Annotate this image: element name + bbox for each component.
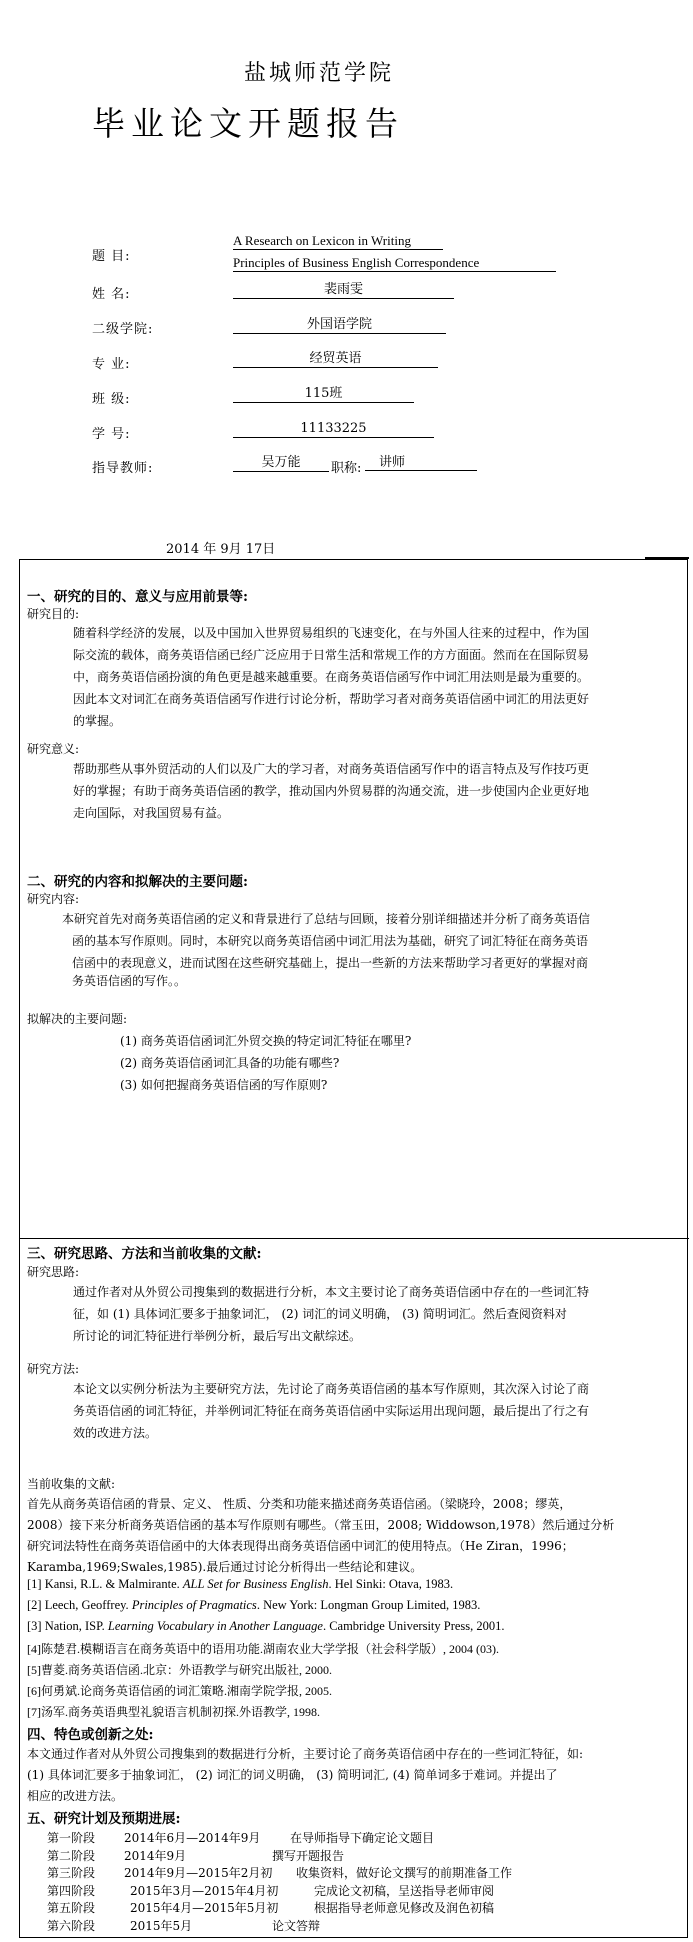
content-line: 本研究首先对商务英语信函的定义和背景进行了总结与回顾，接着分别详细描述并分析了商务英语信 xyxy=(62,912,591,926)
advisor-value: 吴万能 xyxy=(233,455,329,472)
reference-text: [1] Kansi, R.L. & Malmirante. xyxy=(27,1577,183,1591)
rank-label: 职称: xyxy=(331,461,362,476)
idea-line: 征，如 (1) 具体词汇要多于抽象词汇， (2) 词汇的词义明确， (3) 简明词汇。然后查阅资料对 xyxy=(73,1307,567,1321)
plan-period: 2014年9月 xyxy=(124,1848,187,1863)
plan-task: 完成论文初稿，呈送指导老师审阅 xyxy=(314,1883,495,1898)
reference-text: [5]曹菱.商务英语信函.北京：外语教学与研究出版社, 2000. xyxy=(27,1663,332,1677)
method-line: 务英语信函的词汇特征，并举例词汇特征在商务英语信函中实际运用出现问题，最后提出了行之有 xyxy=(73,1404,590,1418)
content-label: 研究内容: xyxy=(27,892,80,906)
reference-item xyxy=(27,1598,480,1613)
reference-text: . Hel Sinki: Otava, 1983. xyxy=(328,1577,454,1591)
innovation-line: 本文通过作者对从外贸公司搜集到的数据进行分析，主要讨论了商务英语信函中存在的一些词汇特征，如: xyxy=(27,1747,584,1761)
problem-item: (2) 商务英语信函词汇具备的功能有哪些? xyxy=(120,1056,340,1070)
idea-label: 研究思路: xyxy=(27,1265,80,1279)
student-id-value: 11133225 xyxy=(233,421,434,438)
section3-heading: 三、研究思路、方法和当前收集的文献: xyxy=(27,1246,262,1262)
reference-item xyxy=(27,1577,453,1592)
reference-item xyxy=(27,1619,505,1634)
student-id-label: 学 号: xyxy=(92,427,131,442)
college-label: 二级学院: xyxy=(92,322,154,337)
reference-item xyxy=(27,1703,320,1720)
plan-stage: 第三阶段 xyxy=(47,1866,96,1880)
significance-line: 走向国际，对我国贸易有益。 xyxy=(73,806,230,820)
major-label: 专 业: xyxy=(92,357,131,372)
major-value: 经贸英语 xyxy=(233,351,438,368)
method-line: 本论文以实例分析法为主要研究方法，先讨论了商务英语信函的基本写作原则，其次深入讨论了商 xyxy=(73,1382,590,1396)
table-top-edge xyxy=(645,557,689,559)
innovation-line: (1) 具体词汇要多于抽象词汇， (2) 词汇的词义明确， (3) 简明词汇, (4) 简单词多于难词。并提出了 xyxy=(27,1768,558,1782)
plan-stage: 第一阶段 xyxy=(47,1831,96,1845)
reference-text: [2] Leech, Geoffrey. xyxy=(27,1598,132,1612)
reference-text: . Cambridge University Press, 2001. xyxy=(322,1619,505,1633)
plan-stage: 第五阶段 xyxy=(47,1901,96,1915)
plan-task: 收集资料，做好论文撰写的前期准备工作 xyxy=(296,1866,513,1880)
plan-stage: 第二阶段 xyxy=(47,1848,96,1863)
purpose-line: 际交流的载体，商务英语信函已经广泛应用于日常生活和常规工作的方方面面。然而在在国际贸易 xyxy=(73,648,590,662)
purpose-line: 因此本文对词汇在商务英语信函写作进行讨论分析，帮助学习者对商务英语信函中词汇的用法更好 xyxy=(73,692,590,706)
plan-period: 2015年3月—2015年4月初 xyxy=(130,1883,279,1898)
topic-line-1: A Research on Lexicon in Writing xyxy=(233,233,443,250)
reference-item xyxy=(27,1640,499,1657)
name-label: 姓 名: xyxy=(92,287,131,302)
content-line: 函的基本写作原则。同时，本研究以商务英语信函中词汇用法为基础，研究了词汇特征在商务英语 xyxy=(72,934,589,948)
reference-text: [7]汤军.商务英语典型礼貌语言机制初探.外语教学, 1998. xyxy=(27,1705,320,1719)
section2-heading: 二、研究的内容和拟解决的主要问题: xyxy=(27,874,248,890)
plan-task: 撰写开题报告 xyxy=(272,1848,345,1863)
literature-label: 当前收集的文献: xyxy=(27,1477,116,1491)
literature-line: 研究词法特性在商务英语信函中的大体表现得出商务英语信函中词汇的使用特点。（He Ziran，1996； xyxy=(27,1539,574,1553)
reference-title: ALL Set for Business English xyxy=(182,1577,329,1591)
significance-line: 好的掌握；有助于商务英语信函的教学，推动国内外贸易群的沟通交流，进一步使国内企业更好地 xyxy=(73,784,590,798)
plan-period: 2015年5月 xyxy=(130,1918,193,1933)
table-divider xyxy=(19,1238,689,1239)
idea-line: 通过作者对从外贸公司搜集到的数据进行分析，本文主要讨论了商务英语信函中存在的一些词汇特 xyxy=(73,1285,590,1299)
literature-line: 2008）接下来分析商务英语信函的基本写作原则有哪些。（常玉田，2008; Widdowson,1978）然后通过分析 xyxy=(27,1518,615,1532)
reference-text: [3] Nation, ISP. xyxy=(27,1619,108,1633)
rank-value: 讲师 xyxy=(365,455,477,471)
plan-task: 根据指导老师意见修改及润色初稿 xyxy=(314,1901,495,1915)
literature-line: 首先从商务英语信函的背景、定义、 性质、分类和功能来描述商务英语信函。（梁晓玲，2008；缪英， xyxy=(27,1497,572,1511)
method-label: 研究方法: xyxy=(27,1362,80,1376)
plan-period: 2014年9月—2015年2月初 xyxy=(124,1866,273,1880)
reference-item xyxy=(27,1661,332,1678)
problems-label: 拟解决的主要问题: xyxy=(27,1012,128,1026)
plan-stage: 第四阶段 xyxy=(47,1883,96,1898)
name-value: 裴雨雯 xyxy=(233,282,454,299)
literature-line: Karamba,1969;Swales,1985).最后通过讨论分析得出一些结论和建议。 xyxy=(27,1560,423,1574)
significance-line: 帮助那些从事外贸活动的人们以及广大的学习者，对商务英语信函写作中的语言特点及写作技巧更 xyxy=(73,762,590,776)
purpose-line: 中，商务英语信函扮演的角色更是越来越重要。在商务英语信函写作中词汇用法则是最为重要的。 xyxy=(73,670,590,684)
report-date: 2014 年 9月 17日 xyxy=(166,542,276,557)
significance-label: 研究意义: xyxy=(27,742,80,756)
topic-line-2: Principles of Business English Correspondence xyxy=(233,255,556,272)
section1-heading: 一、研究的目的、意义与应用前景等: xyxy=(27,589,248,605)
problem-item: (3) 如何把握商务英语信函的写作原则? xyxy=(120,1078,328,1092)
page-title: 毕业论文开题报告 xyxy=(92,104,404,143)
innovation-line: 相应的改进方法。 xyxy=(27,1789,124,1803)
college-value: 外国语学院 xyxy=(233,317,446,334)
reference-title: Principles of Pragmatics xyxy=(131,1598,257,1612)
reference-title: Learning Vocabulary in Another Language xyxy=(107,1619,323,1633)
plan-period: 2014年6月—2014年9月 xyxy=(124,1831,261,1845)
purpose-line: 的掌握。 xyxy=(73,714,122,728)
purpose-line: 随着科学经济的发展，以及中国加入世界贸易组织的飞速变化，在与外国人往来的过程中，作为国 xyxy=(73,626,590,640)
class-value: 115班 xyxy=(233,386,414,403)
reference-text: . New York: Longman Group Limited, 1983. xyxy=(256,1598,481,1612)
plan-task: 在导师指导下确定论文题目 xyxy=(290,1831,435,1845)
reference-item xyxy=(27,1682,332,1699)
plan-stage: 第六阶段 xyxy=(47,1918,96,1933)
reference-text: [6]何勇斌.论商务英语信函的词汇策略.湘南学院学报, 2005. xyxy=(27,1684,332,1698)
method-line: 效的改进方法。 xyxy=(73,1426,158,1440)
topic-label: 题 目: xyxy=(92,249,131,264)
purpose-label: 研究目的: xyxy=(27,607,80,621)
advisor-label: 指导教师: xyxy=(92,461,154,476)
content-line: 务英语信函的写作。。 xyxy=(72,974,187,988)
idea-line: 所讨论的词汇特征进行举例分析，最后写出文献综述。 xyxy=(73,1329,362,1343)
school-name: 盐城师范学院 xyxy=(244,61,395,86)
section5-heading: 五、研究计划及预期进展: xyxy=(27,1811,181,1827)
plan-task: 论文答辩 xyxy=(272,1918,321,1933)
section4-heading: 四、特色或创新之处: xyxy=(27,1727,154,1743)
plan-period: 2015年4月—2015年5月初 xyxy=(130,1901,279,1915)
problem-item: (1) 商务英语信函词汇外贸交换的特定词汇特征在哪里? xyxy=(120,1034,412,1048)
class-label: 班 级: xyxy=(92,392,131,407)
reference-text: [4]陈楚君.模糊语言在商务英语中的语用功能.湖南农业大学学报（社会科学版）, 2004 (03). xyxy=(27,1642,499,1656)
content-line: 信函中的表现意义，进而试图在这些研究基础上，提出一些新的方法来帮助学习者更好的掌握对商 xyxy=(72,956,589,970)
